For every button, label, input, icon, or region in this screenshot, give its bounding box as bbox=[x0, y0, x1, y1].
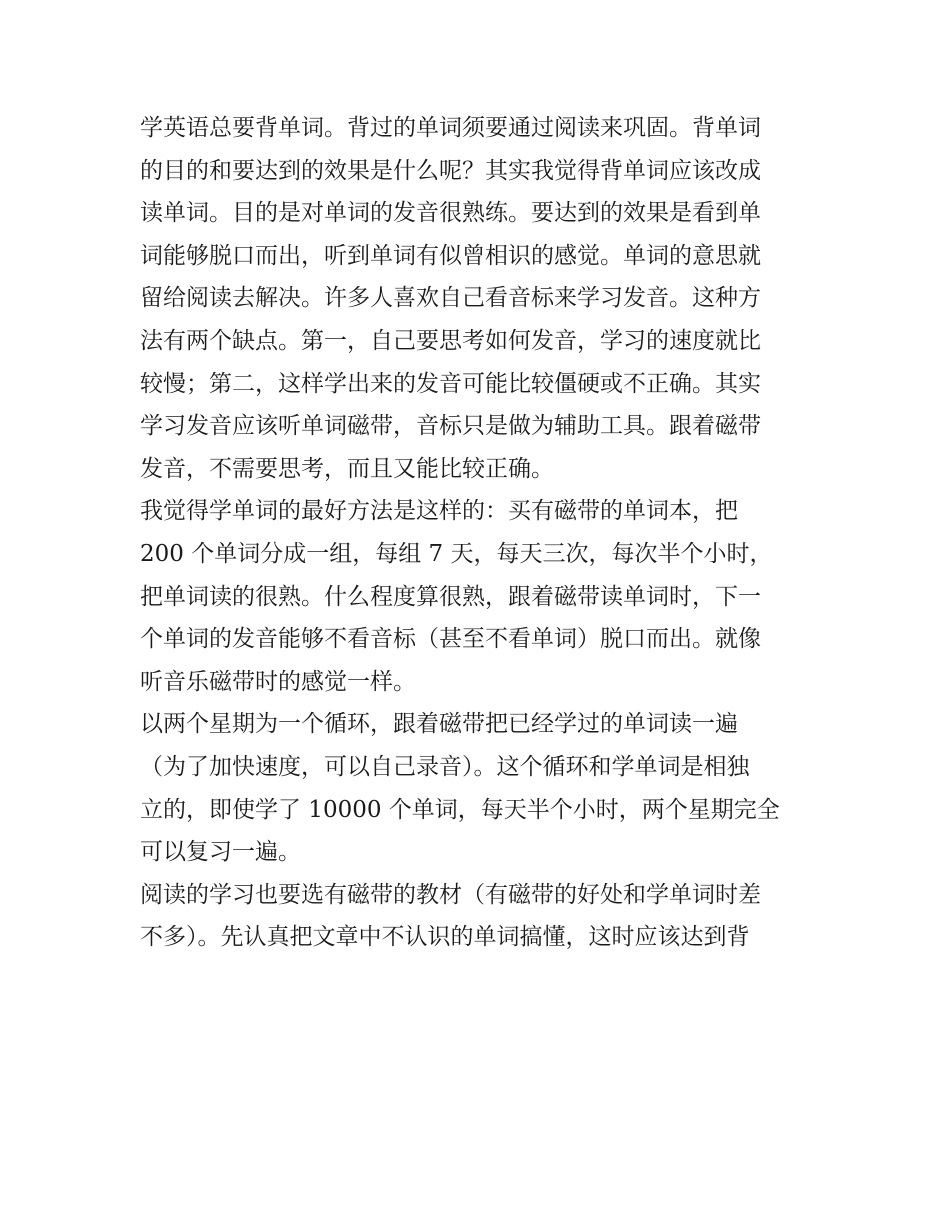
text-line: 200 个单词分成一组，每组 7 天，每天三次，每次半个小时， bbox=[140, 540, 773, 567]
text-line: 较慢；第二，这样学出来的发音可能比较僵硬或不正确。其实 bbox=[140, 370, 761, 397]
text-line: 的目的和要达到的效果是什么呢？其实我觉得背单词应该改成 bbox=[140, 157, 761, 184]
text-line: 学习发音应该听单词磁带，音标只是做为辅助工具。跟着磁带 bbox=[140, 413, 761, 440]
paragraph bbox=[140, 490, 820, 703]
text-line: 学英语总要背单词。背过的单词须要通过阅读来巩固。背单词 bbox=[140, 115, 761, 141]
text-line: 发音，不需要思考，而且又能比较正确。 bbox=[140, 455, 554, 482]
text-line: 法有两个缺点。第一，自己要思考如何发音，学习的速度就比 bbox=[140, 327, 761, 354]
text-line: 词能够脱口而出，听到单词有似曾相识的感觉。单词的意思就 bbox=[140, 242, 761, 269]
text-line: 听音乐磁带时的感觉一样。 bbox=[140, 668, 416, 695]
text-line: 把单词读的很熟。什么程度算很熟，跟着磁带读单词时，下一 bbox=[140, 583, 761, 610]
text-line: 不多）。先认真把文章中不认识的单词搞懂，这时应该达到背 bbox=[140, 924, 750, 951]
text-line: 阅读的学习也要选有磁带的教材（有磁带的好处和学单词时差 bbox=[140, 881, 761, 908]
text-line: 个单词的发音能够不看音标（甚至不看单词）脱口而出。就像 bbox=[140, 626, 761, 653]
body-text bbox=[140, 107, 820, 959]
paragraph bbox=[140, 874, 820, 959]
paragraph bbox=[140, 107, 820, 490]
text-line: 读单词。目的是对单词的发音很熟练。要达到的效果是看到单 bbox=[140, 200, 761, 227]
text-line: 立的，即使学了 10000 个单词，每天半个小时，两个星期完全 bbox=[140, 796, 780, 823]
text-line: 以两个星期为一个循环，跟着磁带把已经学过的单词读一遍 bbox=[140, 711, 738, 738]
text-line: 我觉得学单词的最好方法是这样的：买有磁带的单词本，把 bbox=[140, 498, 738, 525]
text-line: 留给阅读去解决。许多人喜欢自己看音标来学习发音。这种方 bbox=[140, 285, 761, 312]
paragraph bbox=[140, 703, 820, 873]
text-line: （为了加快速度，可以自己录音）。这个循环和学单词是相独 bbox=[140, 753, 750, 780]
text-line: 可以复习一遍。 bbox=[140, 839, 301, 866]
